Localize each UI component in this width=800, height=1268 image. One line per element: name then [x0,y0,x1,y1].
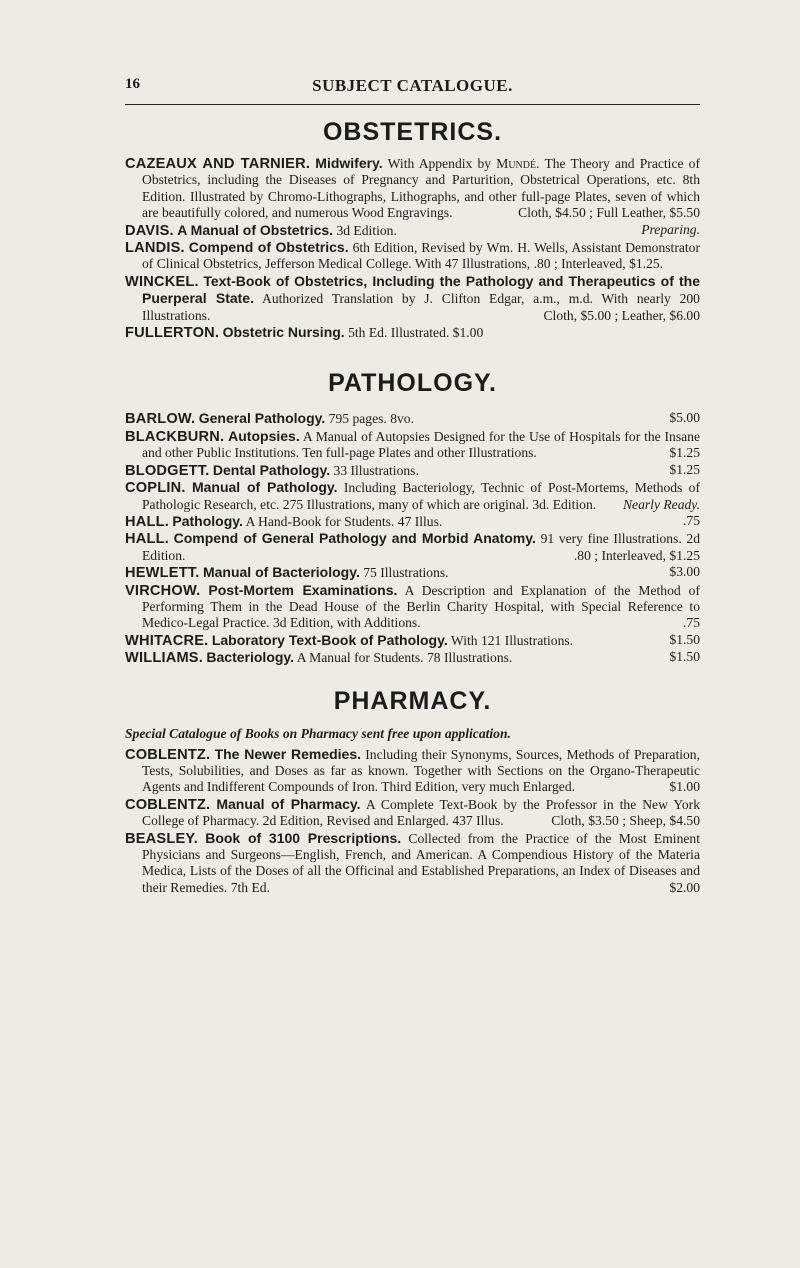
special-catalogue-note: Special Catalogue of Books on Pharmacy sent free upon application. [125,725,511,741]
entry-author: WINCKEL. [125,273,199,290]
entry-author: HALL. [125,531,169,548]
entry-price: $5.00 [669,410,700,426]
entry-title: Midwifery. [315,155,383,171]
entry-price: Cloth, $5.00 ; Leather, $6.00 [543,307,700,323]
entry-description: Including their Synonyms, Sources, Methods of Preparation, Tests, Solubilities, and Doses as far as known. Together with Sections on the Organo-Therapeutic Agents and Indifferent Compounds of Iron. Third Edition, very much Enlarged. [142,746,701,795]
entry-title: Dental Pathology. [212,461,331,478]
entry-author: VIRCHOW. [125,582,201,599]
catalogue-entry [125,796,700,830]
entry-title: Pathology. [172,512,243,529]
entry-reviser: Mundé. [496,156,540,171]
entry-description: With 121 Illustrations. [450,632,574,648]
entry-author: BARLOW. [125,411,196,428]
entry-price: $1.25 [669,445,700,461]
entry-price: $2.00 [669,879,700,895]
entry-author: BLACKBURN. [125,428,225,445]
entry-title: Obstetric Nursing. [222,324,345,341]
entry-title: Laboratory Text-Book of Pathology. [211,631,448,648]
entry-price: .80 ; Interleaved, $1.25 [573,547,700,563]
entry-description: 3d Edition. [336,222,397,238]
running-head: SUBJECT CATALOGUE. [312,76,513,95]
entry-author: COBLENTZ. [125,746,211,763]
entry-title: Text-Book of Obstetrics, Including the Pathology and Therapeutics of the Puerperal State. [142,272,700,307]
catalogue-entry [125,530,700,564]
entry-title: General Pathology. [198,410,326,427]
entry-status: Preparing. [641,221,700,237]
entry-description: Authorized Translation by J. Clifton Edgar, a.m., m.d. With nearly 200 Illustrations. [142,291,700,323]
section-heading-obstetrics: OBSTETRICS. [322,118,503,146]
entry-description: 795 pages. 8vo. [328,411,414,427]
entry-author: WILLIAMS. [125,650,203,667]
entry-description: 6th Edition, Revised by Wm. H. Wells, Assistant Demonstrator of Clinical Obstetrics, Jefferson Medical College. With 47 Illustrations, .80 ; Interleaved, $1.25. [142,240,700,272]
entry-author: BEASLEY. [125,830,198,847]
entry-description: A Manual for Students. 78 Illustrations. [296,650,513,666]
entry-description: Collected from the Practice of the Most Eminent Physicians and Surgeons—English, French, and American. A Compendious History of the Materia Medica, Lists of the Doses of all the Officinal and Established Preparations, an Index of Diseases and their Remedies. 7th Ed. [142,830,700,895]
entry-title: Manual of Pharmacy. [216,795,361,812]
page-number: 16 [125,76,140,92]
entry-description: 33 Illustrations. [333,462,419,478]
catalogue-entry [125,479,700,513]
catalogue-entry: HALL. Pathology. A Hand-Book for Students. 47 Illus. .75 [125,512,700,530]
entry-price: $3.00 [669,564,700,580]
entry-pre: With Appendix by [387,156,492,171]
entry-description: A Hand-Book for Students. 47 Illus. [245,513,443,529]
entry-title: Manual of Bacteriology. [202,564,360,581]
catalogue-entry [125,564,700,581]
entry-title: Bacteriology. [206,649,295,666]
entry-description: A Description and Explanation of the Method of Performing Them in the Dead House of the Berlin Charity Hospital, with Special Reference to Medico-Legal Practice. 3d Edition, with Additions. [142,582,700,631]
entry-title: Compend of Obstetrics. [188,239,349,256]
entry-description: A Complete Text-Book by the Professor in the New York College of Pharmacy. 2d Edition, Revised and Enlarged. 437 Illus. [142,796,700,829]
catalogue-entry [125,273,700,324]
entry-status: Nearly Ready. [622,496,700,512]
entry-author: WHITACRE. [125,632,209,649]
catalogue-entry [125,324,700,341]
entry-title: Post-Mortem Examinations. [208,581,398,598]
entry-price: Cloth, $3.50 ; Sheep, $4.50 [551,813,700,829]
entry-author: HALL. [125,513,169,530]
section-heading-pharmacy: PHARMACY. [333,686,492,715]
catalogue-entry [125,746,700,796]
entry-price: Cloth, $4.50 ; Full Leather, $5.50 [518,205,700,221]
entry-title: The Newer Remedies. [214,745,362,762]
entry-title: A Manual of Obstetrics. [177,221,334,238]
catalogue-page [125,70,700,896]
section-heading-pathology: PATHOLOGY. [328,369,497,398]
catalogue-entry [125,410,700,427]
entry-description: 75 Illustrations. [363,565,449,581]
entry-title: Autopsies. [228,427,300,444]
catalogue-entry [125,428,700,462]
entry-author: LANDIS. [125,240,185,257]
entry-price: $1.50 [669,631,700,647]
catalogue-entry [125,649,700,666]
catalogue-entry [125,222,700,239]
entry-description: 5th Ed. Illustrated. $1.00 [348,325,484,341]
entry-title: Compend of General Pathology and Morbid Anatomy. [173,530,536,547]
entry-price: $1.00 [669,779,700,795]
entry-author: COPLIN. [125,480,186,497]
catalogue-entry [125,632,700,649]
entry-price: $1.50 [669,649,700,665]
entry-author: CAZEAUX AND TARNIER. [125,156,311,172]
entry-price: $1.25 [669,461,700,477]
entry-description: A Manual of Autopsies Designed for the Use of Hospitals for the Insane and other Public Institutions. Ten full-page Plates and other Illustrations. [142,428,700,461]
catalogue-entry: VIRCHOW. Post-Mortem Examinations. A Description and Explanation of the Method of Performing Them in the Dead House of the Berlin Charity Hospital, with Special Reference to Medico-Legal Practice. 3d Edition, with Additions. .75 [125,581,700,631]
catalogue-entry [125,462,700,479]
page-header [125,70,700,105]
entry-title: Manual of Pathology. [191,479,338,496]
entry-description: 91 very fine Illustrations. 2d Edition. [142,531,701,563]
entry-description: Including Bacteriology, Technic of Post-Mortems, Methods of Pathologic Research, etc. 275 Illustrations, many of which are original. 3d. Edition. [142,480,700,512]
catalogue-entry [125,239,700,273]
entry-author: HEWLETT. [125,565,200,582]
entry-description: The Theory and Practice of Obstetrics, including the Diseases of Pregnancy and Parturition, Obstetrical Operations, etc. 8th Edition. Illustrated by Chromo-Lithographs, Lithographs, and other full-page Plates, seven of which are beautifully colored, and numerous Wood Engravings. [142,156,701,221]
entry-author: COBLENTZ. [125,796,211,813]
entry-author: FULLERTON. [125,325,220,342]
entry-title: Book of 3100 Prescriptions. [205,829,402,846]
catalogue-entry [125,155,700,222]
catalogue-entry [125,830,700,897]
entry-author: BLODGETT. [125,462,210,479]
entry-author: DAVIS. [125,222,174,239]
